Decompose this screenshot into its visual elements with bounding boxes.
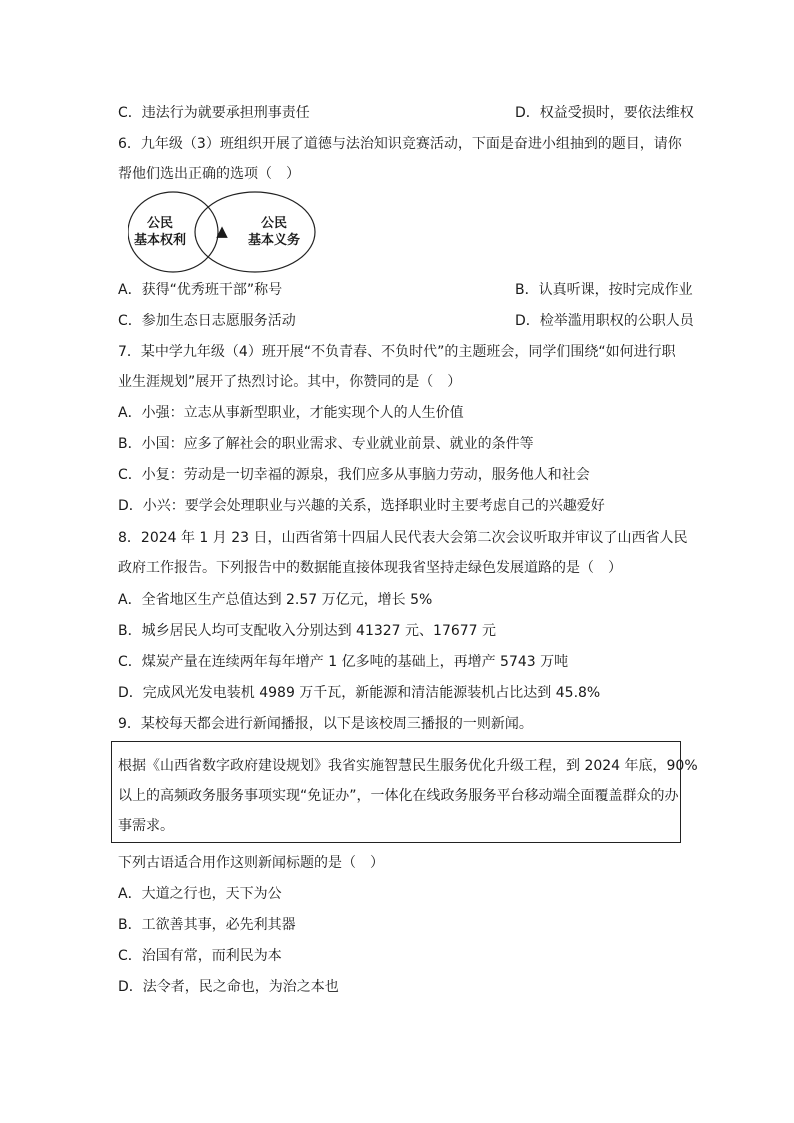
q8-stem-line2: 政府工作报告。下列报告中的数据能直接体现我省坚持走绿色发展道路的是（ ）: [118, 560, 622, 576]
q5-options-row: [118, 103, 694, 123]
q6-option-b[interactable]: B．认真听课，按时完成作业: [515, 282, 693, 298]
q6-stem-line2: 帮他们选出正确的选项（ ）: [118, 166, 300, 182]
venn-diagram: [128, 190, 318, 274]
q9-option-b[interactable]: B．工欲善其事，必先利其器: [118, 917, 296, 933]
q7-option-d[interactable]: D．小兴：要学会处理职业与兴趣的关系，选择职业时主要考虑自己的兴趣爱好: [118, 498, 605, 514]
venn-right-label-line2: 基本义务: [247, 233, 300, 248]
q8-stem-line1: 8．2024 年 1 月 23 日，山西省第十四届人民代表大会第二次会议听取并审议了山西省人民: [118, 530, 688, 546]
q8-option-a[interactable]: A．全省地区生产总值达到 2.57 万亿元，增长 5%: [118, 592, 433, 608]
q8-option-d[interactable]: D．完成风光发电装机 4989 万千瓦，新能源和清洁能源装机占比达到 45.8%: [118, 685, 601, 701]
venn-right-label: [244, 215, 304, 249]
q7-stem-line1: 7．某中学九年级（4）班开展“不负青春、不负时代”的主题班会，同学们围绕“如何进行职: [118, 344, 676, 360]
q6-options-row2: [118, 311, 694, 331]
q6-options-row1: [118, 280, 693, 300]
q7-option-b[interactable]: B．小国：应多了解社会的职业需求、专业就业前景、就业的条件等: [118, 436, 534, 452]
venn-left-label-line2: 基本权利: [133, 233, 186, 248]
news-box: [111, 741, 698, 843]
q7-option-a[interactable]: A．小强：立志从事新型职业，才能实现个人的人生价值: [118, 405, 464, 421]
q9-option-c[interactable]: C．治国有常，而利民为本: [118, 948, 282, 964]
q6-option-c[interactable]: C．参加生态日志愿服务活动: [118, 313, 296, 329]
venn-right-label-line1: 公民: [260, 216, 287, 231]
q9-option-a[interactable]: A．大道之行也，天下为公: [118, 886, 282, 902]
news-line3: 事需求。: [118, 818, 174, 834]
news-line2: 以上的高频政务服务事项实现“免证办”，一体化在线政务服务平台移动端全面覆盖群众的办: [118, 788, 679, 804]
q7-option-c[interactable]: C．小复：劳动是一切幸福的源泉，我们应多从事脑力劳动，服务他人和社会: [118, 467, 590, 483]
q9-question: 下列古语适合用作这则新闻标题的是（ ）: [118, 855, 384, 871]
q9-stem: 9．某校每天都会进行新闻播报，以下是该校周三播报的一则新闻。: [118, 716, 533, 732]
q9-option-d[interactable]: D．法令者，民之命也，为治之本也: [118, 979, 339, 995]
q5-option-c[interactable]: C．违法行为就要承担刑事责任: [118, 105, 310, 121]
q7-stem-line2: 业生涯规划”展开了热烈讨论。其中，你赞同的是（ ）: [118, 374, 462, 390]
venn-left-label-line1: 公民: [146, 216, 173, 231]
venn-left-label: [130, 215, 190, 249]
venn-center-symbol: ▲: [216, 222, 228, 240]
news-line1: 根据《山西省数字政府建设规划》我省实施智慧民生服务优化升级工程，到 2024 年底，90%: [118, 758, 698, 774]
q5-option-d[interactable]: D．权益受损时，要依法维权: [515, 105, 694, 121]
q8-option-b[interactable]: B．城乡居民人均可支配收入分别达到 41327 元、17677 元: [118, 623, 497, 639]
q6-stem-line1: 6．九年级（3）班组织开展了道德与法治知识竞赛活动，下面是奋进小组抽到的题目，请你: [118, 136, 682, 152]
q8-option-c[interactable]: C．煤炭产量在连续两年每年增产 1 亿多吨的基础上，再增产 5743 万吨: [118, 654, 569, 670]
q6-option-a[interactable]: A．获得“优秀班干部”称号: [118, 282, 283, 298]
q6-option-d[interactable]: D．检举滥用职权的公职人员: [515, 313, 694, 329]
